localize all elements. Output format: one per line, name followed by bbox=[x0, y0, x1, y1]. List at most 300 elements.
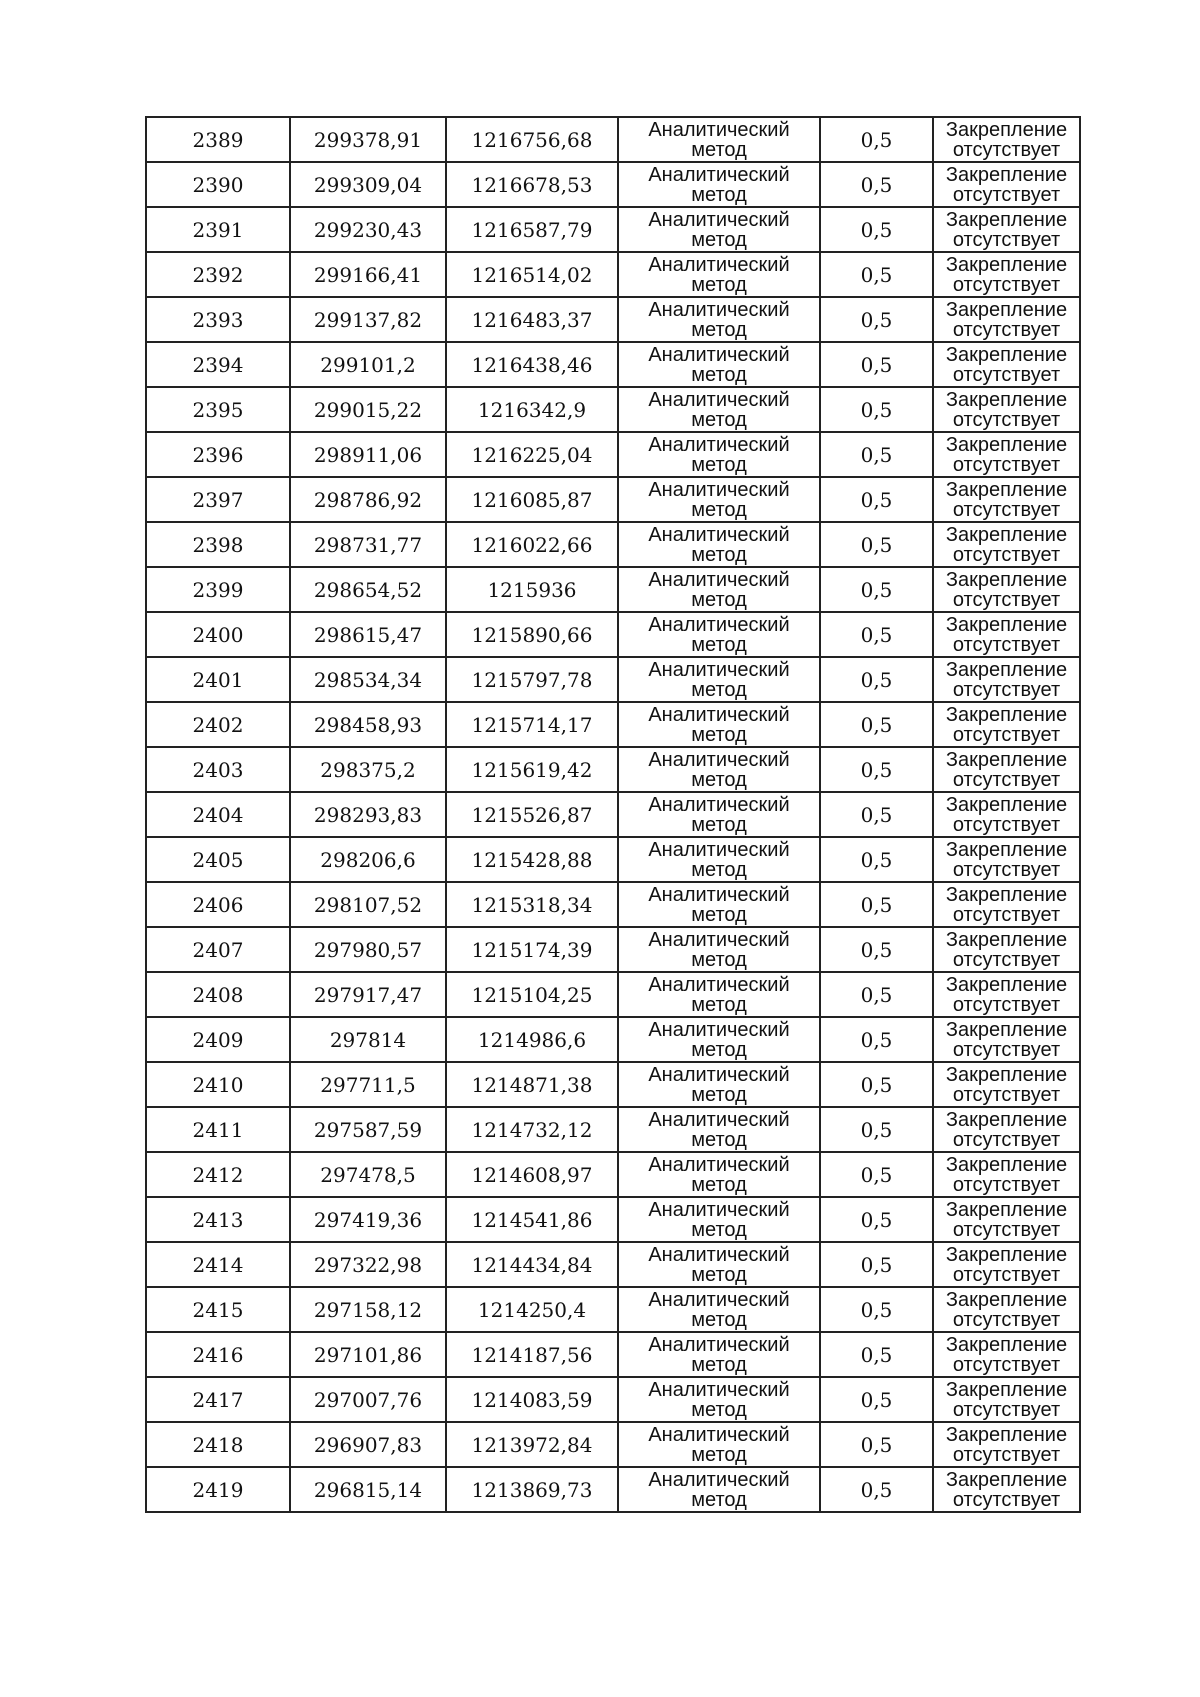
fixation-cell bbox=[933, 1197, 1080, 1242]
point-number-cell: 2407 bbox=[146, 927, 290, 972]
method-cell bbox=[618, 432, 820, 477]
fixation-cell-line1: Закрепление bbox=[945, 163, 1068, 186]
method-cell-line1: Аналитический bbox=[648, 748, 790, 771]
fixation-cell-line1: Закрепление bbox=[945, 1018, 1068, 1041]
point-number-cell: 2400 bbox=[146, 612, 290, 657]
fixation-cell-line1: Закрепление bbox=[945, 838, 1068, 861]
method-cell bbox=[618, 1062, 820, 1107]
fixation-cell bbox=[933, 117, 1080, 162]
method-cell-line1: Аналитический bbox=[648, 1468, 790, 1491]
fixation-cell-line2: отсутствует bbox=[952, 723, 1061, 746]
method-cell-line2: метод bbox=[691, 1218, 747, 1241]
point-number-cell: 2416 bbox=[146, 1332, 290, 1377]
fixation-cell-line1: Закрепление bbox=[945, 1063, 1068, 1086]
method-cell-line2: метод bbox=[691, 498, 747, 521]
accuracy-cell: 0,5 bbox=[820, 1422, 933, 1467]
method-cell bbox=[618, 162, 820, 207]
method-cell-line1: Аналитический bbox=[648, 1243, 790, 1266]
table-row bbox=[146, 1287, 1080, 1332]
method-cell-line1: Аналитический bbox=[648, 973, 790, 996]
method-cell-line1: Аналитический bbox=[648, 1153, 790, 1176]
fixation-cell bbox=[933, 702, 1080, 747]
fixation-cell bbox=[933, 1467, 1080, 1512]
method-cell-line1: Аналитический bbox=[648, 1333, 790, 1356]
x-coordinate-cell: 299137,82 bbox=[290, 297, 446, 342]
accuracy-cell: 0,5 bbox=[820, 1377, 933, 1422]
point-number-cell: 2415 bbox=[146, 1287, 290, 1332]
x-coordinate-cell: 298534,34 bbox=[290, 657, 446, 702]
table-row bbox=[146, 252, 1080, 297]
fixation-cell-line1: Закрепление bbox=[945, 1243, 1068, 1266]
fixation-cell-line1: Закрепление bbox=[945, 883, 1068, 906]
point-number-cell: 2410 bbox=[146, 1062, 290, 1107]
accuracy-cell: 0,5 bbox=[820, 297, 933, 342]
table-row bbox=[146, 342, 1080, 387]
method-cell-line2: метод bbox=[691, 723, 747, 746]
fixation-cell-line1: Закрепление bbox=[945, 658, 1068, 681]
accuracy-cell: 0,5 bbox=[820, 1062, 933, 1107]
method-cell bbox=[618, 837, 820, 882]
accuracy-cell: 0,5 bbox=[820, 117, 933, 162]
x-coordinate-cell: 297814 bbox=[290, 1017, 446, 1062]
table-row bbox=[146, 207, 1080, 252]
method-cell bbox=[618, 1422, 820, 1467]
fixation-cell bbox=[933, 747, 1080, 792]
fixation-cell bbox=[933, 162, 1080, 207]
y-coordinate-cell: 1214608,97 bbox=[446, 1152, 618, 1197]
fixation-cell bbox=[933, 837, 1080, 882]
fixation-cell-line2: отсутствует bbox=[952, 1488, 1061, 1511]
point-number-cell: 2397 bbox=[146, 477, 290, 522]
fixation-cell-line2: отсутствует bbox=[952, 1263, 1061, 1286]
fixation-cell bbox=[933, 882, 1080, 927]
method-cell-line2: метод bbox=[691, 858, 747, 881]
point-number-cell: 2408 bbox=[146, 972, 290, 1017]
point-number-cell: 2404 bbox=[146, 792, 290, 837]
point-number-cell: 2417 bbox=[146, 1377, 290, 1422]
method-cell-line2: метод bbox=[691, 228, 747, 251]
table-row bbox=[146, 1332, 1080, 1377]
table-row bbox=[146, 657, 1080, 702]
accuracy-cell: 0,5 bbox=[820, 342, 933, 387]
fixation-cell-line2: отсутствует bbox=[952, 1128, 1061, 1151]
method-cell-line2: метод bbox=[691, 588, 747, 611]
fixation-cell-line1: Закрепление bbox=[945, 118, 1068, 141]
method-cell-line1: Аналитический bbox=[648, 568, 790, 591]
table-row bbox=[146, 1017, 1080, 1062]
method-cell-line2: метод bbox=[691, 1083, 747, 1106]
y-coordinate-cell: 1215318,34 bbox=[446, 882, 618, 927]
fixation-cell-line2: отсутствует bbox=[952, 228, 1061, 251]
accuracy-cell: 0,5 bbox=[820, 702, 933, 747]
table-row bbox=[146, 297, 1080, 342]
table-row bbox=[146, 387, 1080, 432]
method-cell-line1: Аналитический bbox=[648, 163, 790, 186]
fixation-cell-line1: Закрепление bbox=[945, 298, 1068, 321]
table-row bbox=[146, 1467, 1080, 1512]
fixation-cell-line2: отсутствует bbox=[952, 993, 1061, 1016]
accuracy-cell: 0,5 bbox=[820, 882, 933, 927]
table-row bbox=[146, 432, 1080, 477]
point-number-cell: 2411 bbox=[146, 1107, 290, 1152]
fixation-cell-line1: Закрепление bbox=[945, 613, 1068, 636]
accuracy-cell: 0,5 bbox=[820, 927, 933, 972]
method-cell-line2: метод bbox=[691, 408, 747, 431]
x-coordinate-cell: 298458,93 bbox=[290, 702, 446, 747]
fixation-cell-line1: Закрепление bbox=[945, 433, 1068, 456]
point-number-cell: 2394 bbox=[146, 342, 290, 387]
fixation-cell-line1: Закрепление bbox=[945, 1198, 1068, 1221]
accuracy-cell: 0,5 bbox=[820, 1152, 933, 1197]
fixation-cell bbox=[933, 792, 1080, 837]
fixation-cell bbox=[933, 297, 1080, 342]
method-cell bbox=[618, 792, 820, 837]
y-coordinate-cell: 1214250,4 bbox=[446, 1287, 618, 1332]
method-cell-line2: метод bbox=[691, 1038, 747, 1061]
y-coordinate-cell: 1216756,68 bbox=[446, 117, 618, 162]
y-coordinate-cell: 1215714,17 bbox=[446, 702, 618, 747]
y-coordinate-cell: 1216514,02 bbox=[446, 252, 618, 297]
method-cell bbox=[618, 1107, 820, 1152]
x-coordinate-cell: 297711,5 bbox=[290, 1062, 446, 1107]
fixation-cell bbox=[933, 1017, 1080, 1062]
method-cell-line2: метод bbox=[691, 543, 747, 566]
point-number-cell: 2401 bbox=[146, 657, 290, 702]
method-cell-line1: Аналитический bbox=[648, 523, 790, 546]
method-cell-line2: метод bbox=[691, 318, 747, 341]
fixation-cell-line2: отсутствует bbox=[952, 768, 1061, 791]
method-cell-line1: Аналитический bbox=[648, 253, 790, 276]
fixation-cell-line2: отсутствует bbox=[952, 1173, 1061, 1196]
fixation-cell-line1: Закрепление bbox=[945, 793, 1068, 816]
method-cell bbox=[618, 522, 820, 567]
fixation-cell-line1: Закрепление bbox=[945, 1423, 1068, 1446]
x-coordinate-cell: 298206,6 bbox=[290, 837, 446, 882]
table-row bbox=[146, 837, 1080, 882]
method-cell-line2: метод bbox=[691, 993, 747, 1016]
fixation-cell-line2: отсутствует bbox=[952, 498, 1061, 521]
accuracy-cell: 0,5 bbox=[820, 792, 933, 837]
fixation-cell-line1: Закрепление bbox=[945, 1288, 1068, 1311]
fixation-cell bbox=[933, 1332, 1080, 1377]
method-cell-line2: метод bbox=[691, 768, 747, 791]
method-cell bbox=[618, 1242, 820, 1287]
y-coordinate-cell: 1216085,87 bbox=[446, 477, 618, 522]
point-number-cell: 2418 bbox=[146, 1422, 290, 1467]
accuracy-cell: 0,5 bbox=[820, 1017, 933, 1062]
point-number-cell: 2393 bbox=[146, 297, 290, 342]
method-cell-line1: Аналитический bbox=[648, 793, 790, 816]
method-cell-line2: метод bbox=[691, 273, 747, 296]
method-cell-line2: метод bbox=[691, 453, 747, 476]
x-coordinate-cell: 296815,14 bbox=[290, 1467, 446, 1512]
method-cell bbox=[618, 477, 820, 522]
fixation-cell-line2: отсутствует bbox=[952, 678, 1061, 701]
method-cell-line1: Аналитический bbox=[648, 1288, 790, 1311]
fixation-cell-line1: Закрепление bbox=[945, 208, 1068, 231]
x-coordinate-cell: 297478,5 bbox=[290, 1152, 446, 1197]
method-cell bbox=[618, 657, 820, 702]
table-row bbox=[146, 1107, 1080, 1152]
fixation-cell-line2: отсутствует bbox=[952, 273, 1061, 296]
y-coordinate-cell: 1215890,66 bbox=[446, 612, 618, 657]
method-cell bbox=[618, 252, 820, 297]
table-row bbox=[146, 522, 1080, 567]
method-cell bbox=[618, 882, 820, 927]
fixation-cell-line2: отсутствует bbox=[952, 1308, 1061, 1331]
accuracy-cell: 0,5 bbox=[820, 387, 933, 432]
point-number-cell: 2391 bbox=[146, 207, 290, 252]
accuracy-cell: 0,5 bbox=[820, 972, 933, 1017]
method-cell-line1: Аналитический bbox=[648, 1198, 790, 1221]
fixation-cell bbox=[933, 657, 1080, 702]
accuracy-cell: 0,5 bbox=[820, 1467, 933, 1512]
fixation-cell-line1: Закрепление bbox=[945, 253, 1068, 276]
fixation-cell-line1: Закрепление bbox=[945, 568, 1068, 591]
fixation-cell-line1: Закрепление bbox=[945, 1333, 1068, 1356]
fixation-cell-line2: отсутствует bbox=[952, 588, 1061, 611]
method-cell-line2: метод bbox=[691, 1308, 747, 1331]
table-row bbox=[146, 1242, 1080, 1287]
table-row bbox=[146, 162, 1080, 207]
fixation-cell bbox=[933, 612, 1080, 657]
table-row bbox=[146, 477, 1080, 522]
method-cell-line1: Аналитический bbox=[648, 118, 790, 141]
method-cell-line1: Аналитический bbox=[648, 478, 790, 501]
accuracy-cell: 0,5 bbox=[820, 522, 933, 567]
method-cell-line1: Аналитический bbox=[648, 1423, 790, 1446]
fixation-cell-line2: отсутствует bbox=[952, 948, 1061, 971]
method-cell bbox=[618, 387, 820, 432]
y-coordinate-cell: 1215174,39 bbox=[446, 927, 618, 972]
y-coordinate-cell: 1215526,87 bbox=[446, 792, 618, 837]
fixation-cell bbox=[933, 207, 1080, 252]
y-coordinate-cell: 1215619,42 bbox=[446, 747, 618, 792]
method-cell bbox=[618, 612, 820, 657]
method-cell-line1: Аналитический bbox=[648, 703, 790, 726]
method-cell-line2: метод bbox=[691, 903, 747, 926]
y-coordinate-cell: 1216483,37 bbox=[446, 297, 618, 342]
fixation-cell-line1: Закрепление bbox=[945, 1108, 1068, 1131]
point-number-cell: 2413 bbox=[146, 1197, 290, 1242]
accuracy-cell: 0,5 bbox=[820, 1332, 933, 1377]
method-cell bbox=[618, 972, 820, 1017]
point-number-cell: 2399 bbox=[146, 567, 290, 612]
method-cell-line1: Аналитический bbox=[648, 928, 790, 951]
y-coordinate-cell: 1214871,38 bbox=[446, 1062, 618, 1107]
point-number-cell: 2412 bbox=[146, 1152, 290, 1197]
x-coordinate-cell: 298107,52 bbox=[290, 882, 446, 927]
accuracy-cell: 0,5 bbox=[820, 477, 933, 522]
method-cell-line2: метод bbox=[691, 948, 747, 971]
method-cell-line2: метод bbox=[691, 633, 747, 656]
method-cell bbox=[618, 1332, 820, 1377]
method-cell bbox=[618, 747, 820, 792]
point-number-cell: 2402 bbox=[146, 702, 290, 747]
fixation-cell-line1: Закрепление bbox=[945, 973, 1068, 996]
method-cell bbox=[618, 1152, 820, 1197]
fixation-cell-line2: отсутствует bbox=[952, 633, 1061, 656]
fixation-cell bbox=[933, 432, 1080, 477]
method-cell-line1: Аналитический bbox=[648, 1378, 790, 1401]
fixation-cell-line2: отсутствует bbox=[952, 408, 1061, 431]
x-coordinate-cell: 298375,2 bbox=[290, 747, 446, 792]
accuracy-cell: 0,5 bbox=[820, 1287, 933, 1332]
method-cell bbox=[618, 117, 820, 162]
accuracy-cell: 0,5 bbox=[820, 162, 933, 207]
method-cell-line2: метод bbox=[691, 138, 747, 161]
method-cell bbox=[618, 1467, 820, 1512]
point-number-cell: 2398 bbox=[146, 522, 290, 567]
accuracy-cell: 0,5 bbox=[820, 1197, 933, 1242]
fixation-cell-line2: отсутствует bbox=[952, 1353, 1061, 1376]
fixation-cell-line1: Закрепление bbox=[945, 703, 1068, 726]
fixation-cell-line2: отсутствует bbox=[952, 318, 1061, 341]
point-number-cell: 2390 bbox=[146, 162, 290, 207]
method-cell-line1: Аналитический bbox=[648, 298, 790, 321]
fixation-cell bbox=[933, 1377, 1080, 1422]
method-cell bbox=[618, 1197, 820, 1242]
x-coordinate-cell: 299166,41 bbox=[290, 252, 446, 297]
y-coordinate-cell: 1215797,78 bbox=[446, 657, 618, 702]
fixation-cell bbox=[933, 1422, 1080, 1467]
x-coordinate-cell: 299378,91 bbox=[290, 117, 446, 162]
point-number-cell: 2405 bbox=[146, 837, 290, 882]
accuracy-cell: 0,5 bbox=[820, 432, 933, 477]
fixation-cell-line2: отсутствует bbox=[952, 138, 1061, 161]
point-number-cell: 2414 bbox=[146, 1242, 290, 1287]
fixation-cell bbox=[933, 1152, 1080, 1197]
fixation-cell-line1: Закрепление bbox=[945, 1468, 1068, 1491]
fixation-cell bbox=[933, 522, 1080, 567]
accuracy-cell: 0,5 bbox=[820, 837, 933, 882]
table-row bbox=[146, 567, 1080, 612]
method-cell-line1: Аналитический bbox=[648, 433, 790, 456]
fixation-cell-line2: отсутствует bbox=[952, 183, 1061, 206]
y-coordinate-cell: 1213869,73 bbox=[446, 1467, 618, 1512]
point-number-cell: 2419 bbox=[146, 1467, 290, 1512]
method-cell bbox=[618, 1377, 820, 1422]
fixation-cell bbox=[933, 972, 1080, 1017]
table-row bbox=[146, 702, 1080, 747]
table-row bbox=[146, 972, 1080, 1017]
fixation-cell-line2: отсутствует bbox=[952, 1218, 1061, 1241]
method-cell-line2: метод bbox=[691, 1488, 747, 1511]
y-coordinate-cell: 1215936 bbox=[446, 567, 618, 612]
method-cell bbox=[618, 297, 820, 342]
x-coordinate-cell: 299230,43 bbox=[290, 207, 446, 252]
accuracy-cell: 0,5 bbox=[820, 657, 933, 702]
table-row bbox=[146, 747, 1080, 792]
point-number-cell: 2392 bbox=[146, 252, 290, 297]
accuracy-cell: 0,5 bbox=[820, 1107, 933, 1152]
table-row bbox=[146, 792, 1080, 837]
fixation-cell-line1: Закрепление bbox=[945, 343, 1068, 366]
accuracy-cell: 0,5 bbox=[820, 1242, 933, 1287]
y-coordinate-cell: 1215428,88 bbox=[446, 837, 618, 882]
method-cell-line2: метод bbox=[691, 1128, 747, 1151]
fixation-cell bbox=[933, 1062, 1080, 1107]
table-row bbox=[146, 117, 1080, 162]
fixation-cell-line1: Закрепление bbox=[945, 478, 1068, 501]
fixation-cell bbox=[933, 1107, 1080, 1152]
x-coordinate-cell: 298786,92 bbox=[290, 477, 446, 522]
x-coordinate-cell: 298654,52 bbox=[290, 567, 446, 612]
accuracy-cell: 0,5 bbox=[820, 567, 933, 612]
fixation-cell-line1: Закрепление bbox=[945, 928, 1068, 951]
fixation-cell bbox=[933, 1242, 1080, 1287]
x-coordinate-cell: 299101,2 bbox=[290, 342, 446, 387]
method-cell-line2: метод bbox=[691, 1398, 747, 1421]
x-coordinate-cell: 297587,59 bbox=[290, 1107, 446, 1152]
x-coordinate-cell: 298293,83 bbox=[290, 792, 446, 837]
y-coordinate-cell: 1214732,12 bbox=[446, 1107, 618, 1152]
y-coordinate-cell: 1216438,46 bbox=[446, 342, 618, 387]
point-number-cell: 2403 bbox=[146, 747, 290, 792]
y-coordinate-cell: 1214083,59 bbox=[446, 1377, 618, 1422]
point-number-cell: 2396 bbox=[146, 432, 290, 477]
point-number-cell: 2395 bbox=[146, 387, 290, 432]
coordinates-table bbox=[145, 116, 1081, 1513]
y-coordinate-cell: 1214187,56 bbox=[446, 1332, 618, 1377]
method-cell bbox=[618, 1287, 820, 1332]
accuracy-cell: 0,5 bbox=[820, 252, 933, 297]
method-cell-line2: метод bbox=[691, 678, 747, 701]
method-cell-line1: Аналитический bbox=[648, 613, 790, 636]
fixation-cell-line2: отсутствует bbox=[952, 813, 1061, 836]
y-coordinate-cell: 1216342,9 bbox=[446, 387, 618, 432]
accuracy-cell: 0,5 bbox=[820, 747, 933, 792]
x-coordinate-cell: 299309,04 bbox=[290, 162, 446, 207]
fixation-cell-line1: Закрепление bbox=[945, 748, 1068, 771]
x-coordinate-cell: 297917,47 bbox=[290, 972, 446, 1017]
method-cell-line1: Аналитический bbox=[648, 658, 790, 681]
x-coordinate-cell: 297007,76 bbox=[290, 1377, 446, 1422]
table-row bbox=[146, 882, 1080, 927]
fixation-cell-line2: отсутствует bbox=[952, 858, 1061, 881]
fixation-cell-line2: отсутствует bbox=[952, 363, 1061, 386]
fixation-cell-line2: отсутствует bbox=[952, 1083, 1061, 1106]
method-cell-line2: метод bbox=[691, 1173, 747, 1196]
method-cell-line1: Аналитический bbox=[648, 1063, 790, 1086]
table-row bbox=[146, 1197, 1080, 1242]
fixation-cell-line1: Закрепление bbox=[945, 388, 1068, 411]
point-number-cell: 2389 bbox=[146, 117, 290, 162]
point-number-cell: 2409 bbox=[146, 1017, 290, 1062]
method-cell bbox=[618, 702, 820, 747]
method-cell bbox=[618, 342, 820, 387]
fixation-cell bbox=[933, 477, 1080, 522]
fixation-cell-line1: Закрепление bbox=[945, 523, 1068, 546]
y-coordinate-cell: 1214986,6 bbox=[446, 1017, 618, 1062]
method-cell-line2: метод bbox=[691, 183, 747, 206]
x-coordinate-cell: 297980,57 bbox=[290, 927, 446, 972]
fixation-cell-line2: отсутствует bbox=[952, 1398, 1061, 1421]
method-cell-line2: метод bbox=[691, 813, 747, 836]
method-cell bbox=[618, 927, 820, 972]
method-cell-line1: Аналитический bbox=[648, 838, 790, 861]
table-row bbox=[146, 927, 1080, 972]
fixation-cell-line2: отсутствует bbox=[952, 903, 1061, 926]
method-cell-line2: метод bbox=[691, 363, 747, 386]
fixation-cell-line2: отсутствует bbox=[952, 453, 1061, 476]
fixation-cell-line2: отсутствует bbox=[952, 1443, 1061, 1466]
method-cell bbox=[618, 207, 820, 252]
fixation-cell-line1: Закрепление bbox=[945, 1378, 1068, 1401]
table-row bbox=[146, 1062, 1080, 1107]
table-body bbox=[146, 117, 1080, 1512]
accuracy-cell: 0,5 bbox=[820, 207, 933, 252]
